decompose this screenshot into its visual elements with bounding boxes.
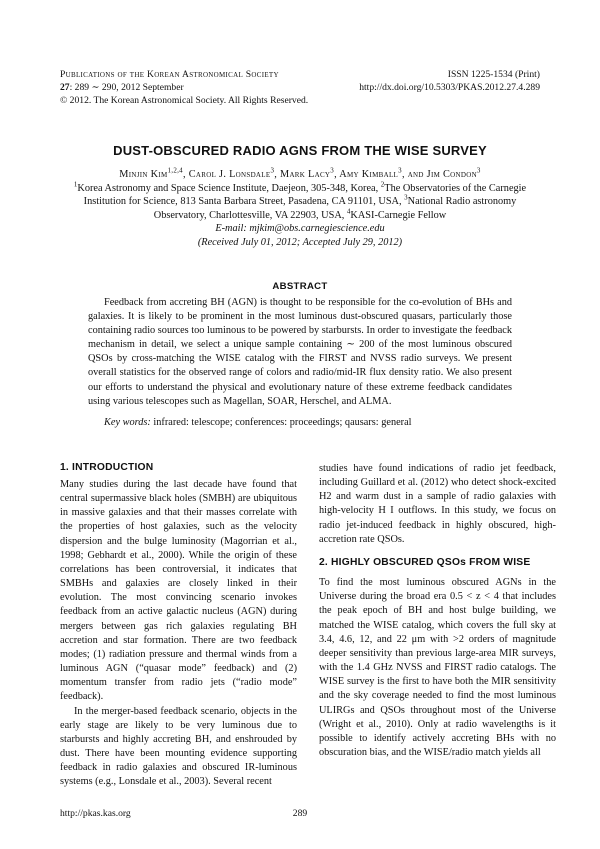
author-name: , Amy Kimball	[334, 169, 399, 180]
author-sup: 3	[476, 166, 481, 175]
page-number: 289	[292, 808, 308, 819]
issn-block	[340, 68, 540, 94]
abstract-heading: ABSTRACT	[272, 281, 328, 292]
pages-date: : 289 ∼ 290, 2012 September	[69, 82, 184, 93]
author-sup: 3	[398, 166, 402, 175]
affiliations	[60, 182, 540, 223]
left-column	[60, 478, 297, 789]
received-dates: (Received July 01, 2012; Accepted July 29, 2012)	[197, 236, 403, 248]
keywords-list: infrared: telescope; conferences: proceedings; qausars: general	[150, 417, 412, 428]
author-block	[60, 168, 540, 250]
affiliation: Korea Astronomy and Space Science Institute, Daejeon, 305-348, Korea,	[77, 182, 381, 194]
affil-sup: 2	[380, 180, 385, 189]
author-name: , Carol J. Lonsdale	[182, 169, 271, 180]
issn: ISSN 1225-1534 (Print)	[447, 69, 540, 80]
paragraph: Many studies during the last decade have found that central supermassive black holes (SMBH) are ubiquitous in massive galaxies and that their masses correlate with the properties of host galaxies, such as the velocity dispersion and the bulge luminosity (Magorrian et al., 1998; Gebhardt et al., 2000). While the origin of these correlations has been controversial, it indicates that SMBHs and galaxies are closely linked in their evolution. The most convincing scenario invokes feedback from an active galactic nucleus (AGN) during mergers between gas rich galaxies regulating BH accretion and star formation. There are two feedback modes; (1) radiation pressure and thermal winds from a luminous AGN (“quasar mode” feedback) and (2) momentum transfer from radio jets (“radio mode” feedback).	[60, 479, 297, 703]
author-sup: 3	[330, 166, 335, 175]
footer-url[interactable]: http://pkas.kas.org	[60, 808, 131, 819]
paragraph: studies have found indications of radio jet feedback, including Guillard et al. (2012) who detect shock-excited H2 and warm dust in a sample of radio galaxies with high-velocity H I outflows. In this study, we focus on radio jet-induced feedback in highly obscured, high-accretion rate QSOs.	[319, 463, 556, 545]
section-heading-obscured-qsos: 2. HIGHLY OBSCURED QSOs FROM WISE	[319, 556, 531, 568]
affiliation: The Observatories of the Carnegie Institution for Science, 813 Santa Barbara Street, Pasadena, CA 91101, USA,	[83, 182, 527, 208]
journal-name: Publications of the Korean Astronomical Society	[60, 69, 279, 80]
affiliation: KASI-Carnegie Fellow	[350, 209, 447, 221]
author-name: , and Jim Condon	[401, 169, 477, 180]
email[interactable]: E-mail: mjkim@obs.carnegiescience.edu	[215, 223, 385, 235]
section-heading-introduction: 1. INTRODUCTION	[60, 462, 154, 473]
right-column	[319, 462, 556, 760]
author-name: Minjin Kim	[119, 169, 168, 180]
journal-header	[60, 68, 360, 107]
author-sup: 3	[270, 166, 275, 175]
copyright-line: © 2012. The Korean Astronomical Society. All Rights Reserved.	[60, 95, 309, 106]
keywords-label: Key words:	[104, 417, 151, 428]
affiliation: National Radio astronomy Observatory, Charlottesville, VA 22903, USA,	[153, 196, 517, 221]
abstract-text: Feedback from accreting BH (AGN) is thought to be responsible for the co-evolution of BHs and galaxies. It is likely to be prominent in the most luminous dust-obscured quasars, particularly those containing radio sources too luminous to be powered by starbursts. In order to investigate the feedback mechanism in detail, we select a unique sample containing ∼ 200 of the most luminous obscured QSOs by cross-matching the WISE catalog with the FIRST and NVSS radio surveys. We present overall statistics for the observed range of colors and radio/mid-IR flux density ratio. We also present our efforts to understand the physical and evolutionary nature of these extreme feedback candidates using various telescopes such as Magellan, SOAR, Herschel, and ALMA.	[88, 297, 512, 407]
author-name: , Mark Lacy	[274, 169, 331, 180]
affil-sup: 3	[404, 193, 408, 202]
volume-number: 27	[60, 82, 70, 93]
affil-sup: 4	[346, 207, 351, 216]
keywords	[88, 416, 512, 430]
volume-line	[60, 81, 360, 94]
paper-title: DUST-OBSCURED RADIO AGNS FROM THE WISE SURVEY	[113, 143, 487, 158]
author-list	[60, 168, 540, 182]
doi-link[interactable]: http://dx.doi.org/10.5303/PKAS.2012.27.4.289	[359, 82, 540, 93]
author-sup: 1,2,4	[167, 166, 183, 175]
paragraph: To find the most luminous obscured AGNs in the Universe during the broad era 0.5 < z < 4 that includes the peak epoch of BH and host bulge building, we matched the WISE catalog, which covers the full sky at 3.4, 4.6, 12, and 22 μm with >2 orders of magnitude deeper sensitivity than previous large-area MIR surveys, with the 1.4 GHz NVSS and FIRST radio catalogs. The WISE survey is the first to have both the MIR sensitivity and the sky coverage needed to find the most luminous ULIRGs and QSOs throughout most of the Universe (Wright et al., 2010). Only at radio wavelengths is it possible to identify actively accreting BHs with no obscuration bias, and the WISE/radio match yields all	[319, 577, 556, 758]
affil-sup: 1	[73, 180, 78, 189]
paragraph: In the merger-based feedback scenario, objects in the early stage are likely to be very luminous due to starbursts and highly accreting BH, and enshrouded by dust. There have been mounting evidence supporting feedback in radio galaxies and obscured IR-luminous systems (e.g., Lonsdale et al., 2003). Several recent	[60, 705, 297, 788]
